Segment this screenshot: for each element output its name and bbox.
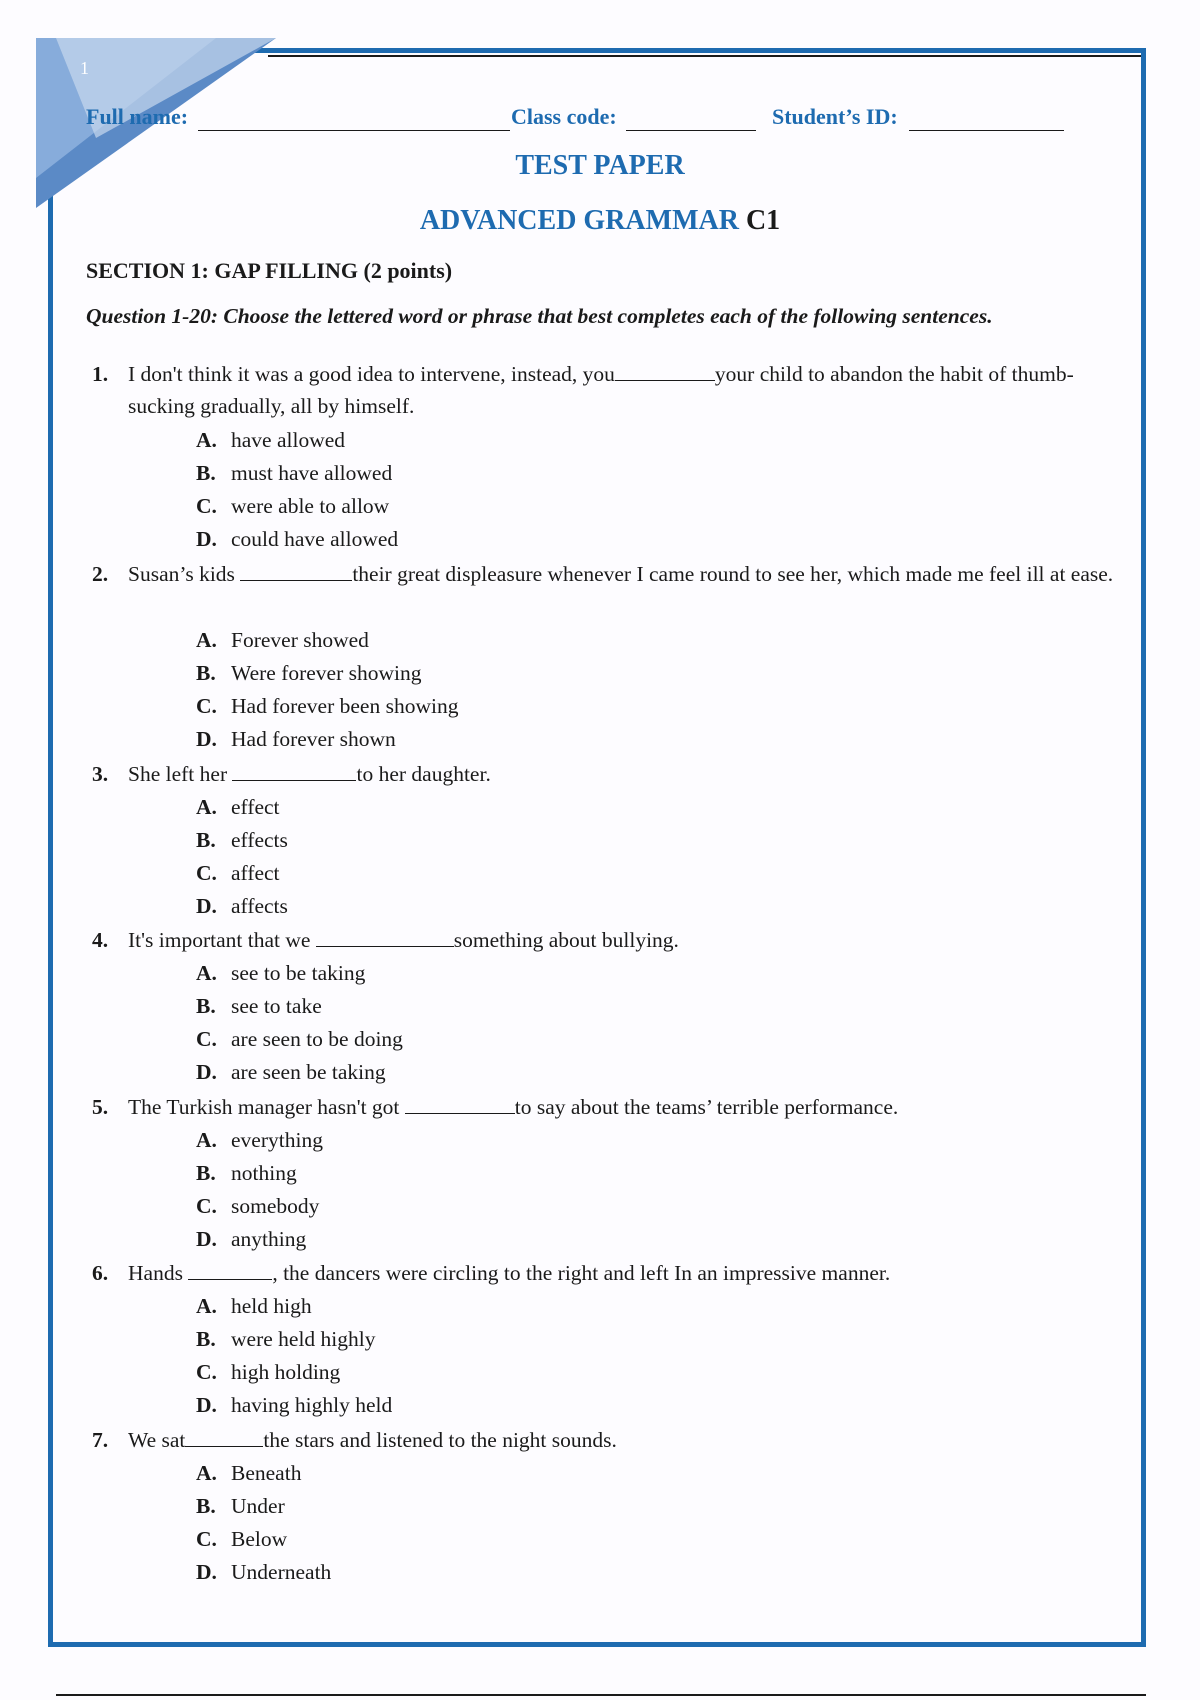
option-text: having highly held [231, 1393, 393, 1417]
page-title: TEST PAPER [515, 150, 685, 181]
question-number: 3. [92, 762, 109, 786]
option-text: Had forever been showing [231, 694, 459, 718]
student-id-field[interactable] [909, 130, 1064, 131]
option-letter: A. [196, 428, 217, 452]
stem-after: to her daughter. [356, 762, 491, 786]
option-letter: D. [196, 1560, 217, 1584]
footer-rule [56, 1694, 1146, 1696]
option-text: could have allowed [231, 527, 399, 551]
answer-blank[interactable] [232, 760, 356, 781]
question-stem [128, 758, 1122, 790]
question-number: 1. [92, 362, 109, 386]
option-letter: B. [196, 994, 216, 1018]
option[interactable] [196, 1356, 340, 1388]
option-letter: D. [196, 527, 217, 551]
option[interactable] [196, 990, 322, 1022]
option-text: have allowed [231, 428, 346, 452]
option-text: everything [231, 1128, 323, 1152]
option-text: must have allowed [231, 461, 393, 485]
option[interactable] [196, 1556, 331, 1588]
option-letter: D. [196, 1060, 217, 1084]
question-number: 5. [92, 1095, 109, 1119]
option[interactable] [196, 424, 345, 456]
option[interactable] [196, 1523, 287, 1555]
option[interactable] [196, 1290, 312, 1322]
full-name-field[interactable] [198, 130, 510, 131]
option[interactable] [196, 857, 280, 889]
option[interactable] [196, 824, 288, 856]
option[interactable] [196, 957, 365, 989]
option-letter: A. [196, 628, 217, 652]
option-text: affect [231, 861, 280, 885]
option-text: Were forever showing [231, 661, 422, 685]
question-stem [128, 1424, 1122, 1456]
stem-after: your child to abandon the habit of thumb-sucking gradually, all by himself. [128, 362, 1074, 418]
option-text: somebody [231, 1194, 320, 1218]
option-letter: A. [196, 1128, 217, 1152]
option[interactable] [196, 1157, 297, 1189]
option-letter: C. [196, 1194, 217, 1218]
option-letter: D. [196, 1227, 217, 1251]
stem-before: We sat [128, 1428, 186, 1452]
answer-blank[interactable] [405, 1093, 515, 1114]
option-letter: A. [196, 795, 217, 819]
option[interactable] [196, 1323, 376, 1355]
stem-after: the stars and listened to the night sounds. [263, 1428, 617, 1452]
option-text: Beneath [231, 1461, 302, 1485]
option[interactable] [196, 457, 392, 489]
option-letter: A. [196, 1294, 217, 1318]
stem-before: I don't think it was a good idea to intervene, instead, you [128, 362, 615, 386]
option-letter: C. [196, 694, 217, 718]
option-text: Underneath [231, 1560, 332, 1584]
stem-before: Susan’s kids [128, 562, 235, 586]
option-text: Had forever shown [231, 727, 396, 751]
option-letter: D. [196, 727, 217, 751]
stem-after: to say about the teams’ terrible performance. [514, 1095, 899, 1119]
option-text: see to take [231, 994, 322, 1018]
option-text: Forever showed [231, 628, 369, 652]
option-letter: A. [196, 1461, 217, 1485]
stem-before: The Turkish manager hasn't got [128, 1095, 400, 1119]
option[interactable] [196, 1490, 285, 1522]
option-text: Below [231, 1527, 288, 1551]
option-letter: B. [196, 1494, 216, 1518]
question-number: 2. [92, 562, 109, 586]
question-stem [128, 358, 1122, 422]
stem-after: their great displeasure whenever I came round to see her, which made me feel ill at ease. [352, 562, 1114, 586]
question-number: 4. [92, 928, 109, 952]
option[interactable] [196, 791, 280, 823]
option-letter: D. [196, 894, 217, 918]
option-text: affects [231, 894, 288, 918]
option[interactable] [196, 1389, 392, 1421]
stem-before: It's important that we [128, 928, 311, 952]
instruction-text: Question 1-20: Choose the lettered word or phrase that best completes each of the following sentences. [86, 304, 993, 328]
question-stem [128, 1091, 1122, 1123]
option[interactable] [196, 690, 458, 722]
option-letter: B. [196, 1327, 216, 1351]
option-letter: B. [196, 1161, 216, 1185]
student-id-label: Student’s ID: [772, 104, 898, 129]
subtitle-level: C1 [745, 205, 781, 236]
stem-before: Hands [128, 1261, 183, 1285]
option-letter: B. [196, 661, 216, 685]
top-rule [268, 55, 1141, 57]
option[interactable] [196, 1223, 306, 1255]
answer-blank[interactable] [188, 1259, 272, 1280]
option[interactable] [196, 890, 288, 922]
student-info-row [86, 104, 1066, 134]
option[interactable] [196, 1023, 403, 1055]
class-code-field[interactable] [626, 130, 756, 131]
option-text: effect [231, 795, 280, 819]
question-stem [128, 924, 1122, 956]
option-letter: A. [196, 961, 217, 985]
stem-after: something about bullying. [453, 928, 679, 952]
option[interactable] [196, 1190, 319, 1222]
option[interactable] [196, 624, 369, 656]
answer-blank[interactable] [185, 1426, 263, 1447]
option-text: high holding [231, 1360, 341, 1384]
option-text: were held highly [231, 1327, 376, 1351]
answer-blank[interactable] [615, 360, 715, 381]
option-letter: C. [196, 1360, 217, 1384]
option[interactable] [196, 657, 422, 689]
question-stem [128, 1257, 1122, 1289]
option-letter: D. [196, 1393, 217, 1417]
option-text: nothing [231, 1161, 297, 1185]
answer-blank[interactable] [240, 560, 352, 581]
option[interactable] [196, 523, 398, 555]
class-code-label: Class code: [511, 104, 617, 129]
option-text: were able to allow [231, 494, 390, 518]
question-number: 7. [92, 1428, 109, 1452]
option-text: anything [231, 1227, 307, 1251]
section-heading: SECTION 1: GAP FILLING (2 points) [86, 258, 453, 283]
option-letter: C. [196, 1527, 217, 1551]
option-text: effects [231, 828, 288, 852]
question-stem [128, 558, 1122, 590]
stem-after: , the dancers were circling to the right and left In an impressive manner. [272, 1261, 891, 1285]
page-subtitle [0, 205, 1200, 237]
option[interactable] [196, 1056, 386, 1088]
option-letter: C. [196, 1027, 217, 1051]
option-letter: B. [196, 828, 216, 852]
full-name-label: Full name: [86, 104, 189, 129]
question-number: 6. [92, 1261, 109, 1285]
stem-before: She left her [128, 762, 228, 786]
option-letter: B. [196, 461, 216, 485]
option-text: see to be taking [231, 961, 366, 985]
option-text: are seen to be doing [231, 1027, 403, 1051]
subtitle-text: ADVANCED GRAMMAR [419, 205, 739, 236]
answer-blank[interactable] [316, 926, 454, 947]
option[interactable] [196, 1457, 301, 1489]
option-text: held high [231, 1294, 312, 1318]
page-number: 1 [80, 58, 89, 78]
option-letter: C. [196, 494, 217, 518]
option-text: are seen be taking [231, 1060, 386, 1084]
option-text: Under [231, 1494, 285, 1518]
option[interactable] [196, 490, 389, 522]
option[interactable] [196, 1124, 323, 1156]
option-letter: C. [196, 861, 217, 885]
option[interactable] [196, 723, 396, 755]
